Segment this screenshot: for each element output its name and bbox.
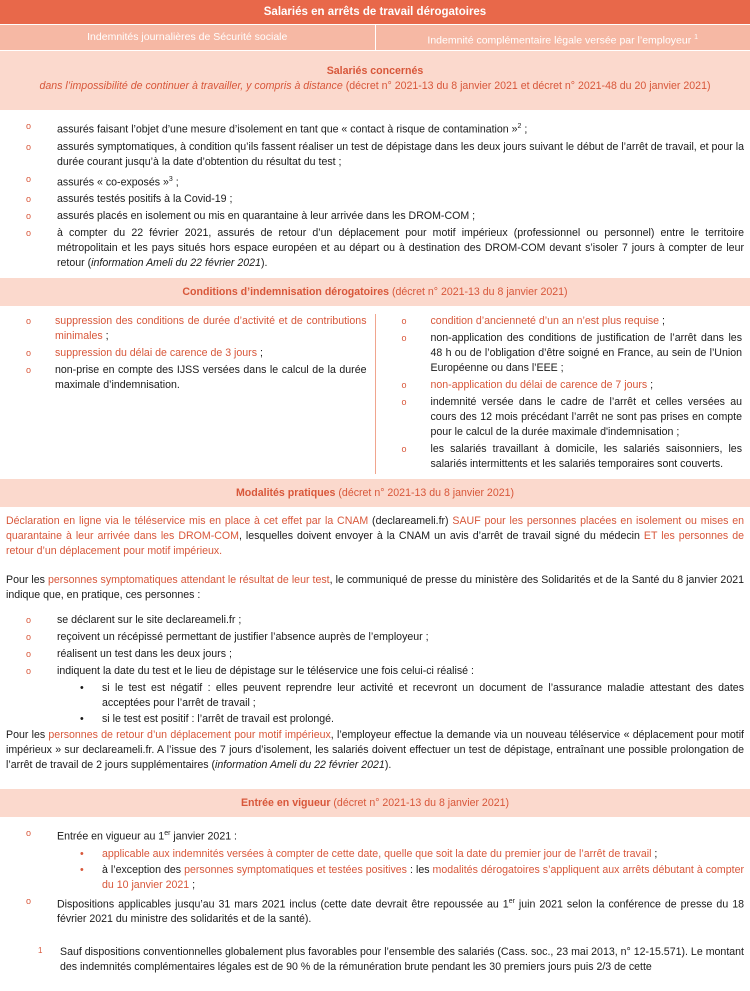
list-item: o indiquent la date du test et le lieu de dépistage sur le téléservice une fois celui-ci réalisé : xyxy=(0,664,750,679)
salaries-list xyxy=(0,119,750,271)
list-item: o assurés faisant l’objet d’une mesure d’isolement en tant que « contact à risque de contamination »$^2$ ; xyxy=(0,119,750,138)
conditions-employer xyxy=(376,314,750,474)
list-item: o Dispositions applicables jusqu’au 31 mars 2021 inclus (cette date devrait être repoussée au 1er juin 2021 selon la conférence de presse du 18 février 2021 du ministre des solidarités et de la santé). xyxy=(0,894,750,928)
list-item: o assurés testés positifs à la Covid-19 ; xyxy=(0,192,750,207)
list-item: • si le test est positif : l’arrêt de travail est prolongé. xyxy=(0,712,750,727)
column-header-employer: Indemnité complémentaire légale versée par l’employeur $^1$ xyxy=(427,34,699,47)
list-item: o à compter du 22 février 2021, assurés de retour d’un déplacement pour motif impérieux (professionnel ou personnel) entre le territoire métropolitain et les pays situés hors espace européen et au départ ou à destination des DROM-COM devant s’isoler 7 jours à compter de leur retour (information Ameli du 22 février 2021). xyxy=(0,226,750,271)
page-title: Salariés en arrêts de travail dérogatoires xyxy=(0,0,750,24)
modalites-sublist xyxy=(0,681,750,727)
footnote: 1 Sauf dispositions conventionnelles globalement plus favorables pour l’ensemble des salariés (Cass. soc., 23 mai 2013, n° 12-15.571). Le montant des indemnités complémentaires légales est de 90 % de la rémunération brute pendant les 30 premiers jours puis 2/3 de cette xyxy=(0,945,750,975)
modalites-paragraph-2: Pour les personnes symptomatiques attendant le résultat de leur test, le communiqué de presse du ministère des Solidarités et de la Santé du 8 janvier 2021 indique que, en pratique, ces personnes : xyxy=(6,574,744,602)
salaries-subheading: dans l’impossibilité de continuer à travailler, y compris à distance (décret n° 2021-13 du 8 janvier 2021 et décret n° 2021-48 du 20 janvier 2021) xyxy=(39,80,711,92)
list-item: o non-prise en compte des IJSS versées dans le calcul de la durée maximale d’indemnisation. xyxy=(0,363,375,393)
section-header-entree: Entrée en vigueur (décret n° 2021-13 du 8 janvier 2021) xyxy=(0,789,750,817)
entree-list xyxy=(0,826,750,845)
modalites-list xyxy=(0,613,750,679)
section-header-conditions: Conditions d’indemnisation dérogatoires (décret n° 2021-13 du 8 janvier 2021) xyxy=(0,278,750,306)
footnote-number: 1 xyxy=(38,946,43,956)
section-header-modalites: Modalités pratiques (décret n° 2021-13 du 8 janvier 2021) xyxy=(0,479,750,507)
modalites-paragraph-1: Déclaration en ligne via le téléservice mis en place à cet effet par la CNAM (declareameli.fr) SAUF pour les personnes placées en isolement ou mises en quarantaine à leur arrivée dans les DROM-COM, lesquelles doivent envoyer à la CNAM un avis d’arrêt de travail signé du médecin ET les personnes de retour d’un déplacement pour motif impérieux. xyxy=(6,515,745,558)
conditions-columns xyxy=(0,314,750,474)
list-item: o reçoivent un récépissé permettant de justifier l’absence auprès de l’employeur ; xyxy=(0,630,750,645)
list-item: o indemnité versée dans le cadre de l’arrêt et celles versées au cours des 12 mois précédant l’arrêt ne sont pas prises en compte pour le calcul de la durée maximale d'indemnisation ; xyxy=(376,395,750,440)
list-item: • si le test est négatif : elles peuvent reprendre leur activité et recevront un document de l’assurance maladie attestant des dates acceptées pour l’arrêt de travail ; xyxy=(0,681,750,711)
modalites-paragraph-3: Pour les personnes de retour d’un déplacement pour motif impérieux, l’employeur effectue la demande via un nouveau téléservice « déplacement pour motif impérieux » sur declareameli.fr. A l’issue des 7 jours d’isolement, les salariés doivent effectuer un test de dépistage, entraînant une possible prolongation de l’arrêt de travail de 2 jours supplémentaires (information Ameli du 22 février 2021). xyxy=(6,729,744,772)
column-headers xyxy=(0,24,750,50)
list-item: • applicable aux indemnités versées à compter de cette date, quelle que soit la date du premier jour de l’arrêt de travail ; xyxy=(0,847,750,862)
column-header-ijss: Indemnités journalières de Sécurité sociale xyxy=(0,25,376,50)
list-item: o condition d’ancienneté d’un an n’est plus requise ; xyxy=(376,314,750,329)
list-item: o assurés symptomatiques, à condition qu’ils fassent réaliser un test de dépistage dans les deux jours suivant le début de l’arrêt de travail, et pour la durée courant jusqu’à la date d’obtention du résultat du test ; xyxy=(0,140,750,170)
conditions-ijss xyxy=(0,314,376,474)
list-item: o assurés « co-exposés »$^3$ ; xyxy=(0,172,750,191)
list-item: o non-application des conditions de justification de l’arrêt dans les 48 h ou de l’obligation d’être soigné en France, au sein de l’Union Européenne ou dans l’EEE ; xyxy=(376,331,750,376)
entree-sublist xyxy=(0,847,750,893)
list-item: o non-application du délai de carence de 7 jours ; xyxy=(376,378,750,393)
list-item: o réalisent un test dans les deux jours ; xyxy=(0,647,750,662)
list-item: o Entrée en vigueur au 1er janvier 2021 : xyxy=(0,826,750,845)
list-item: o les salariés travaillant à domicile, les salariés saisonniers, les salariés intermittents et les salariés temporaires sont couverts. xyxy=(376,442,750,472)
section-header-salaries xyxy=(0,51,750,110)
list-item: o assurés placés en isolement ou mis en quarantaine à leur arrivée dans les DROM-COM ; xyxy=(0,209,750,224)
list-item: • à l’exception des personnes symptomatiques et testées positives : les modalités dérogatoires s’appliquent aux arrêts débutant à compter du 10 janvier 2021 ; xyxy=(0,863,750,893)
list-item: o suppression des conditions de durée d’activité et de contributions minimales ; xyxy=(0,314,375,344)
list-item: o suppression du délai de carence de 3 jours ; xyxy=(0,346,375,361)
list-item: o se déclarent sur le site declareameli.fr ; xyxy=(0,613,750,628)
footnote-ref: 1 xyxy=(694,34,699,41)
salaries-heading: Salariés concernés xyxy=(326,65,424,77)
